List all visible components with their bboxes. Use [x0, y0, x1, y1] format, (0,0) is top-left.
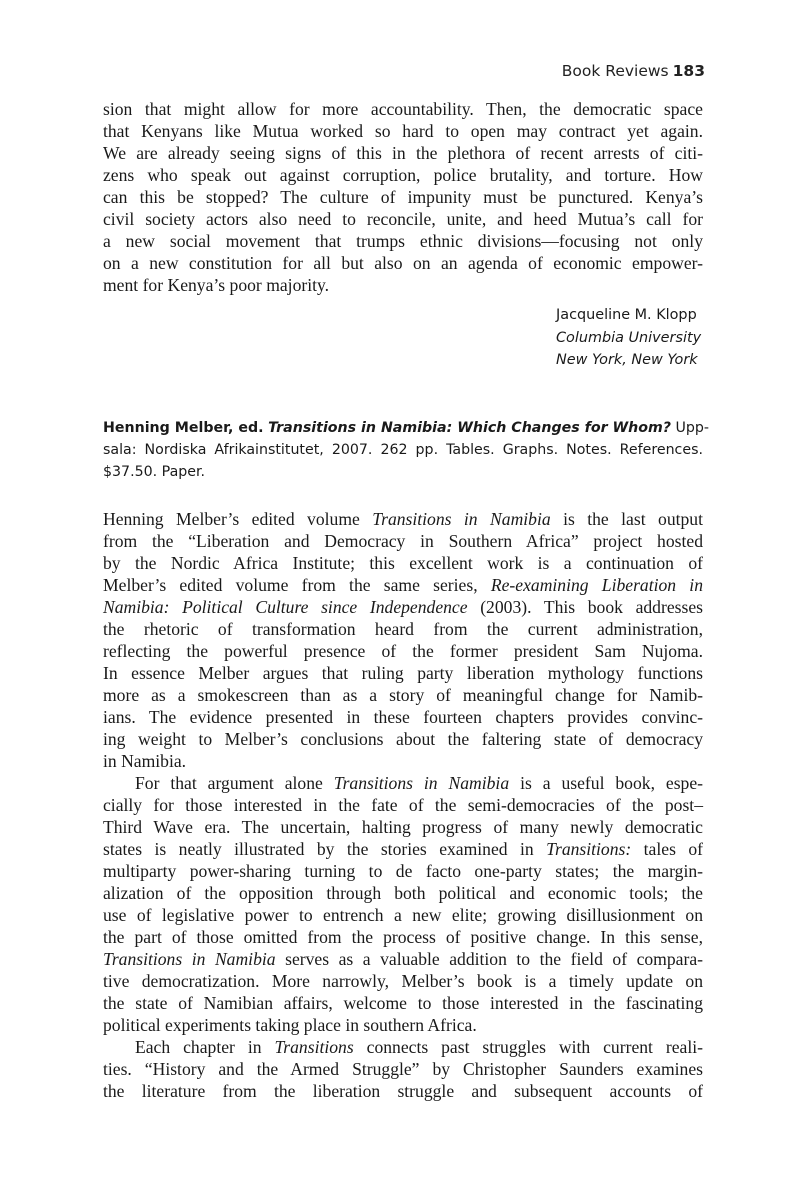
text-line: Transitions in Namibia serves as a valuable addition to the field of compara-	[103, 949, 704, 969]
text-line: multiparty power-sharing turning to de facto one-party states; the margin-	[103, 861, 703, 881]
text-line: alization of the opposition through both political and economic tools; the	[103, 883, 703, 903]
text-line: on a new constitution for all but also on an agenda of economic empower-	[103, 253, 703, 273]
text-line: the literature from the liberation struggle and subsequent accounts of	[103, 1081, 703, 1101]
text-line: For that argument alone Transitions in Namibia is a useful book, espe-	[135, 773, 704, 793]
text-line: the part of those omitted from the process of positive change. In this sense,	[103, 927, 703, 947]
citation-author: Henning Melber, ed.	[103, 420, 264, 436]
text-line: the rhetoric of transformation heard from the current administration,	[103, 619, 703, 639]
text-line: use of legislative power to entrench a new elite; growing disillusionment on	[103, 905, 703, 925]
text-line: Third Wave era. The uncertain, halting progress of many newly democratic	[103, 817, 703, 837]
reviewer-institution: Columbia University	[556, 330, 702, 346]
text-line: political experiments taking place in southern Africa.	[103, 1015, 477, 1035]
text-line: by the Nordic Africa Institute; this excellent work is a continuation of	[103, 553, 703, 573]
text-line: Namibia: Political Culture since Independence (2003). This book addresses	[103, 597, 703, 617]
reviewer-name: Jacqueline M. Klopp	[556, 307, 697, 323]
text-line: more as a smokescreen than as a story of meaningful change for Namib-	[103, 685, 703, 705]
text-line: cially for those interested in the fate of the semi-democracies of the post–	[103, 795, 703, 815]
text-line: reflecting the powerful presence of the former president Sam Nujoma.	[103, 641, 703, 661]
text-line: in Namibia.	[103, 751, 187, 771]
text-line: tive democratization. More narrowly, Melber’s book is a timely update on	[103, 971, 703, 991]
text-line: sion that might allow for more accountability. Then, the democratic space	[103, 99, 703, 119]
text-line: ians. The evidence presented in these fourteen chapters provides convinc-	[103, 707, 703, 727]
text-line: from the “Liberation and Democracy in Southern Africa” project hosted	[103, 531, 703, 551]
citation-title: Transitions in Namibia: Which Changes for Whom?	[268, 420, 672, 436]
text-line: states is neatly illustrated by the stories examined in Transitions: tales of	[103, 839, 703, 859]
text-line: Melber’s edited volume from the same series, Re-examining Liberation in	[103, 575, 703, 595]
text-line: In essence Melber argues that ruling party liberation mythology functions	[103, 663, 703, 683]
citation-line: sala: Nordiska Afrikainstitutet, 2007. 262 pp. Tables. Graphs. Notes. References.	[103, 442, 703, 458]
citation-line: Henning Melber, ed. Transitions in Namibia: Which Changes for Whom? Upp-	[103, 420, 710, 436]
text-line: can this be stopped? The culture of impunity must be punctured. Kenya’s	[103, 187, 703, 207]
text-line: We are already seeing signs of this in the plethora of recent arrests of citi-	[103, 143, 703, 163]
citation-line: $37.50. Paper.	[103, 464, 206, 480]
page-number: 183	[672, 62, 705, 80]
running-head-label: Book Reviews	[561, 62, 669, 80]
running-head	[562, 62, 705, 80]
text-line: ties. “History and the Armed Struggle” by Christopher Saunders examines	[103, 1059, 703, 1079]
text-line: ing weight to Melber’s conclusions about the faltering state of democracy	[103, 729, 703, 749]
text-line: ment for Kenya’s poor majority.	[103, 275, 330, 295]
text-line: civil society actors also need to reconcile, unite, and heed Mutua’s call for	[103, 209, 703, 229]
text-line: zens who speak out against corruption, police brutality, and torture. How	[103, 165, 703, 185]
text-line: a new social movement that trumps ethnic divisions—focusing not only	[103, 231, 703, 251]
text-line: Henning Melber’s edited volume Transitions in Namibia is the last output	[103, 509, 703, 529]
reviewer-location: New York, New York	[556, 352, 698, 368]
text-line: that Kenyans like Mutua worked so hard to open may contract yet again.	[103, 121, 703, 141]
text-line: Each chapter in Transitions connects past struggles with current reali-	[135, 1037, 703, 1057]
text-line: the state of Namibian affairs, welcome to those interested in the fascinating	[103, 993, 703, 1013]
